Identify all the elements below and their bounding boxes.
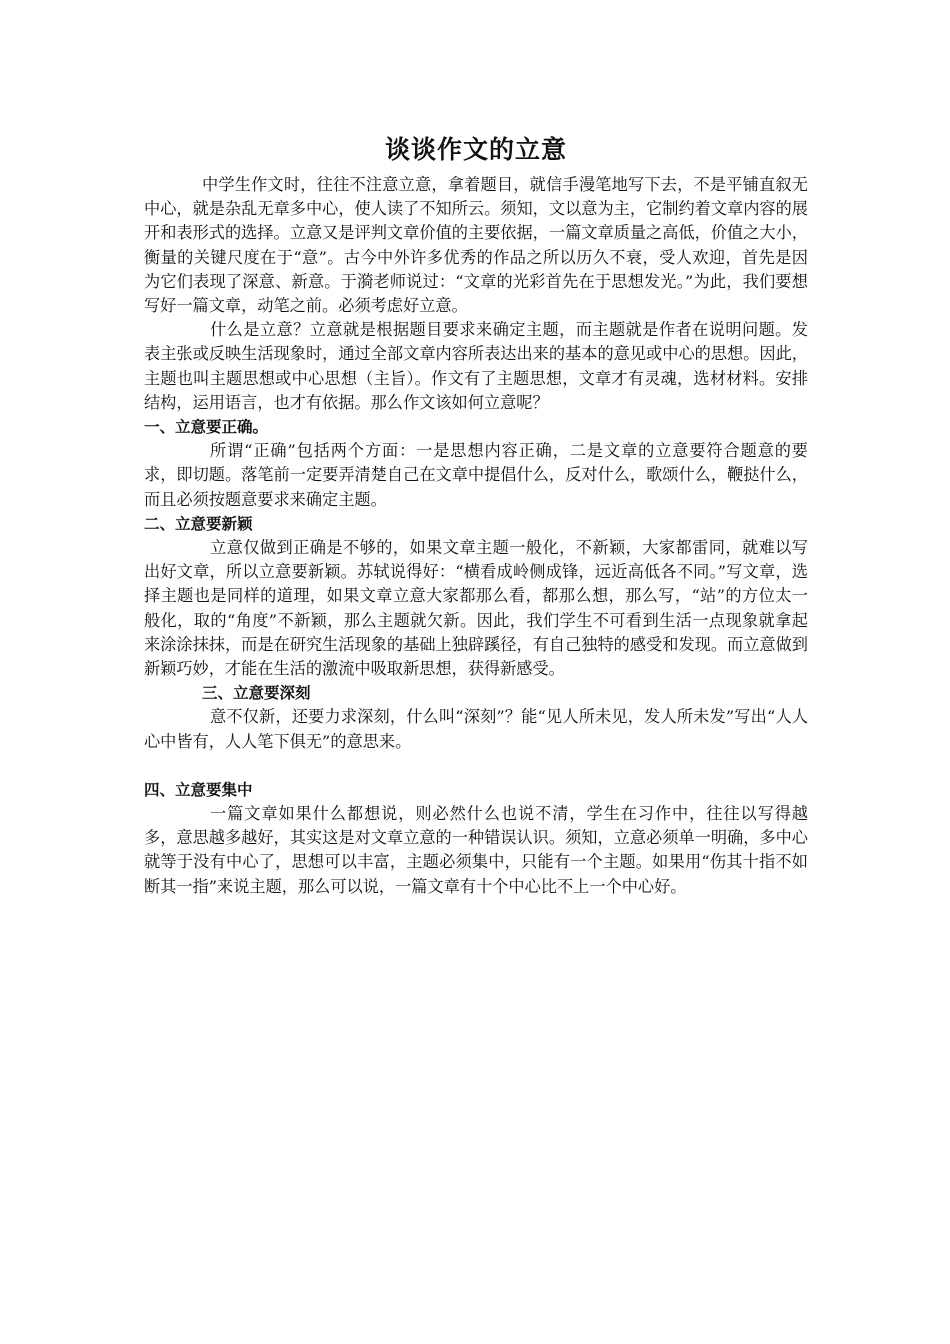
- section-heading-correct: 一、立意要正确。: [144, 418, 269, 437]
- section-body-focused: 一篇文章如果什么都想说，则必然什么也说不清，学生在习作中，往往以写得越多，意思越多越好，其实这是对文章立意的一种错误认识。须知，立意必须单一明确，多中心就等于没有中心了，思想可以丰富，主题必须集中，只能有一个主题。如果用“伤其十指不如断其一指”来说主题，那么可以说，一篇文章有十个中心比不上一个中心好。: [144, 804, 808, 896]
- document-page: [144, 133, 808, 899]
- section-body-correct: 所谓“正确”包括两个方面：一是思想内容正确，二是文章的立意要符合题意的要求，即切题。落笔前一定要弄清楚自己在文章中提倡什么，反对什么，歌颂什么，鞭挞什么，而且必须按题意要求来确定主题。: [144, 441, 808, 509]
- blank-line: [144, 754, 808, 778]
- section-heading-focused: 四、立意要集中: [144, 780, 253, 799]
- section-heading-novel: 二、立意要新颖: [144, 514, 253, 533]
- intro-paragraph-1: 中学生作文时，往往不注意立意，拿着题目，就信手漫笔地写下去，不是平铺直叙无中心，就是杂乱无章多中心，使人读了不知所云。须知，文以意为主，它制约着文章内容的展开和表形式的选择。立意又是评判文章价值的主要依据，一篇文章质量之高低，价值之大小，衡量的关键尺度在于“意”。古今中外许多优秀的作品之所以历久不衰，受人欢迎，首先是因为它们表现了深意、新意。于漪老师说过：“文章的光彩首先在于思想发光。”为此，我们要想写好一篇文章，动笔之前。必须考虑好立意。: [144, 175, 808, 316]
- intro-paragraph-2: 什么是立意？立意就是根据题目要求来确定主题，而主题就是作者在说明问题。发表主张或反映生活现象时，通过全部文章内容所表达出来的基本的意见或中心的思想。因此，主题也叫主题思想或中心思想（主旨）。作文有了主题思想，文章才有灵魂，选材材料。安排结构，运用语言，也才有依据。那么作文该如何立意呢？: [144, 320, 808, 412]
- section-body-novel: 立意仅做到正确是不够的，如果文章主题一般化，不新颖，大家都雷同，就难以写出好文章，所以立意要新颖。苏轼说得好：“横看成岭侧成锋，远近高低各不同。”写文章，选择主题也是同样的道理，如果文章立意大家都那么看，都那么想，那么写，“站”的方位太一般化，取的“角度”不新颖，那么主题就欠新。因此，我们学生不可看到生活一点现象就拿起来涂涂抹抹，而是在研究生活现象的基础上独辟蹊径，有自己独特的感受和发现。而立意做到新颖巧妙，才能在生活的激流中吸取新思想，获得新感受。: [144, 538, 808, 679]
- section-heading-deep: 三、立意要深刻: [202, 684, 311, 703]
- section-body-deep: 意不仅新，还要力求深刻，什么叫“深刻”？能“见人所未见，发人所未发”写出“人人心中皆有，人人笔下俱无”的意思来。: [144, 707, 808, 751]
- document-title: 谈谈作文的立意: [384, 135, 567, 164]
